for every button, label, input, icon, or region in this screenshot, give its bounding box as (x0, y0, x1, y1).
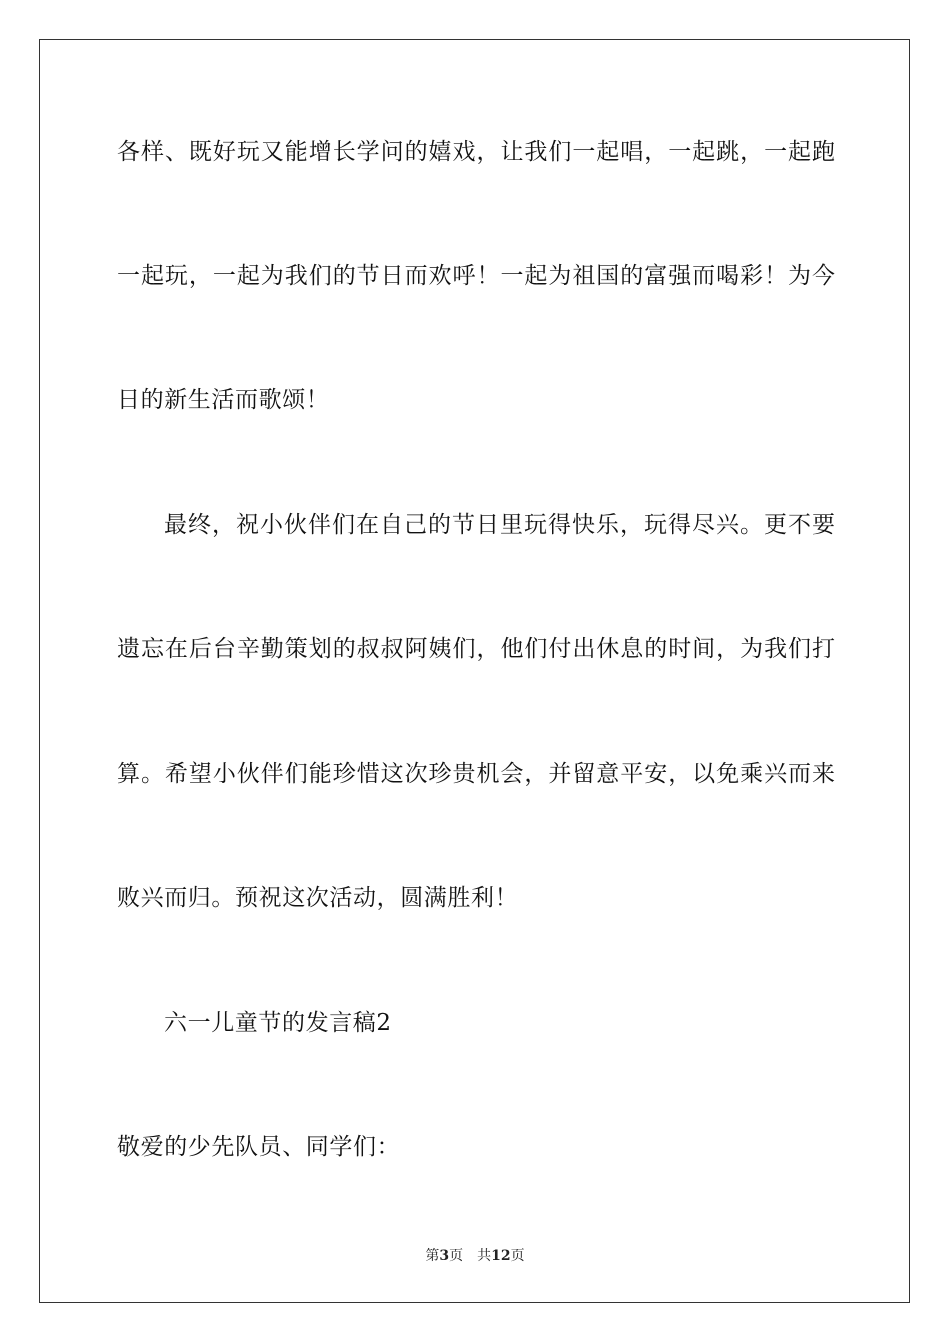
paragraph-line-6: 算。希望小伙伴们能珍惜这次珍贵机会，并留意平安，以免乘兴而来 (117, 761, 835, 787)
footer-total-number: 12 (491, 1248, 511, 1264)
salutation-line: 敬爱的少先队员、同学们： (117, 1134, 401, 1160)
footer-total-suffix: 页 (510, 1248, 525, 1264)
paragraph-line-1: 各样、既好玩又能增长学问的嬉戏，让我们一起唱，一起跳，一起跑 (117, 139, 835, 165)
paragraph-line-5: 遗忘在后台辛勤策划的叔叔阿姨们，他们付出休息的时间，为我们打 (117, 636, 835, 662)
paragraph-line-4: 最终，祝小伙伴们在自己的节日里玩得快乐，玩得尽兴。更不要 (164, 512, 835, 538)
footer-page-prefix: 第 (425, 1248, 440, 1264)
page-footer (0, 1247, 950, 1265)
section-heading: 六一儿童节的发言稿2 (164, 1010, 392, 1036)
footer-page-suffix: 页 (449, 1248, 464, 1264)
paragraph-line-2: 一起玩，一起为我们的节日而欢呼！一起为祖国的富强而喝彩！为今 (117, 263, 835, 289)
page-border (39, 39, 910, 1303)
footer-total-prefix: 共 (477, 1248, 492, 1264)
paragraph-line-3: 日的新生活而歌颂！ (117, 387, 330, 413)
footer-page-number: 3 (439, 1248, 450, 1264)
paragraph-line-7: 败兴而归。预祝这次活动，圆满胜利！ (117, 885, 519, 911)
